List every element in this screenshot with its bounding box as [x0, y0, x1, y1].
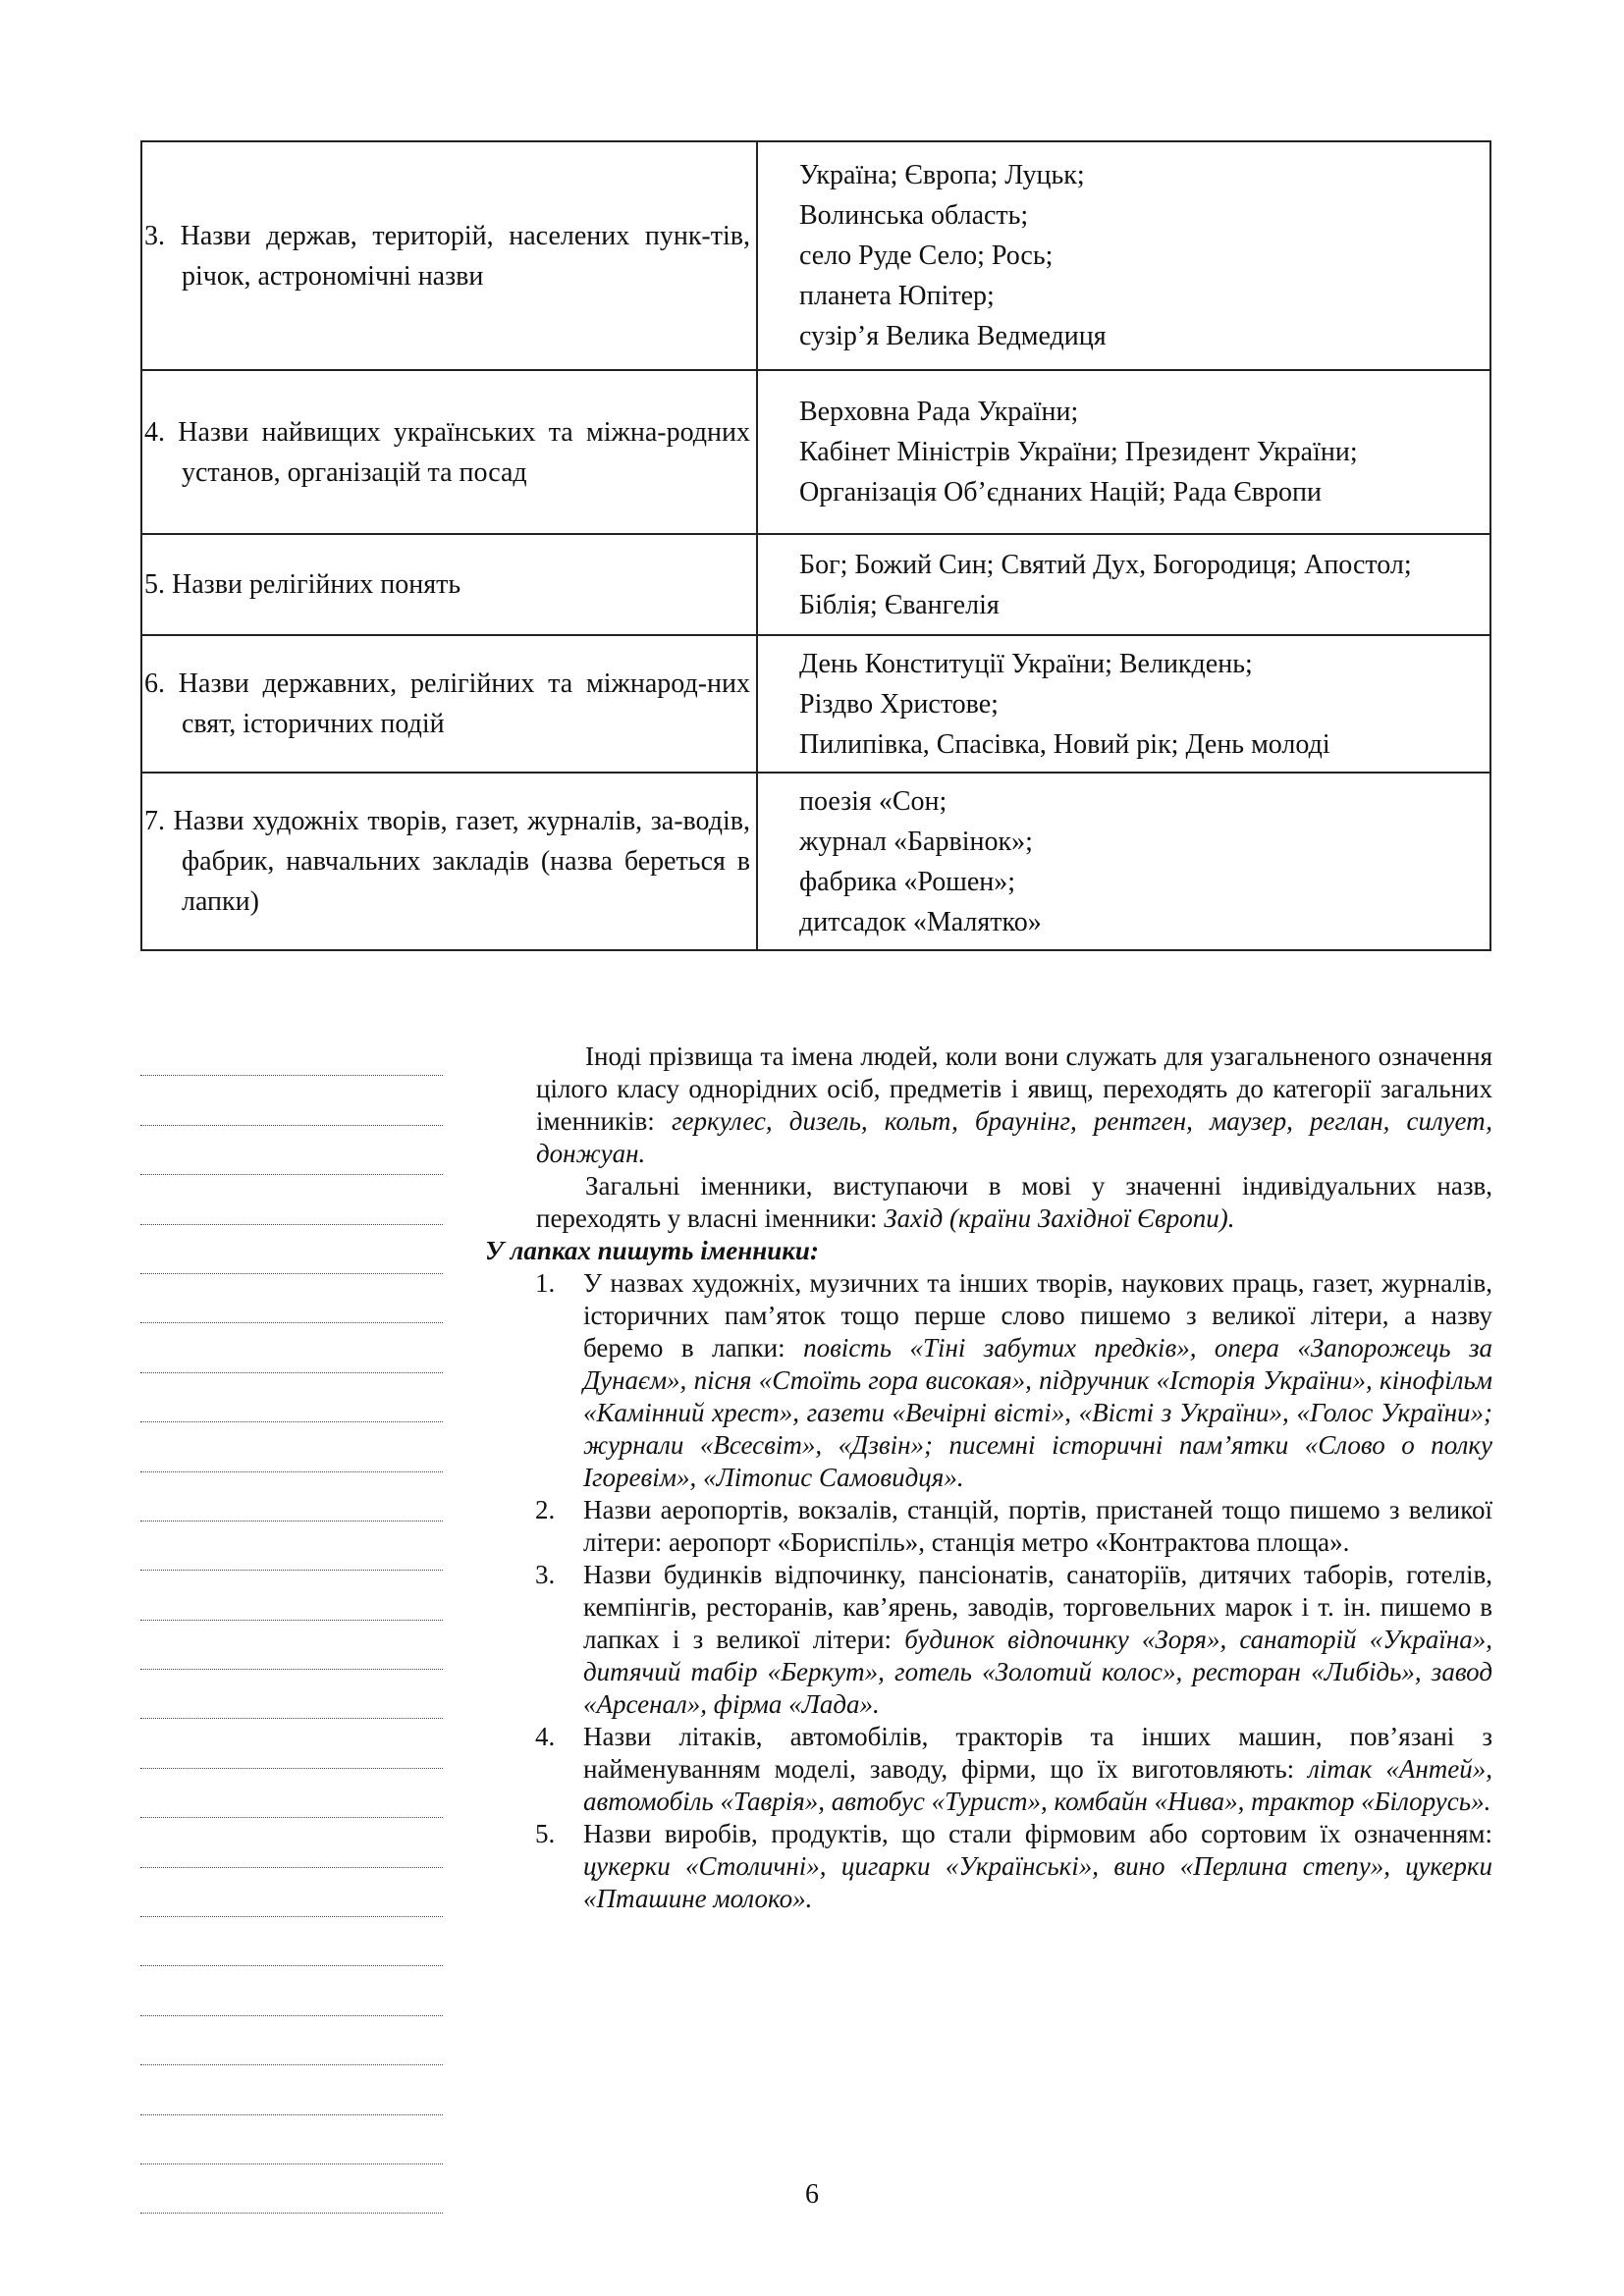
list-item: 5. Назви виробів, продуктів, що стали фірмовим або сортовим їх означенням: цукерки «Столичні», цигарки «Українські», вино «Перлина степу», цукерки «Пташине молоко». — [535, 1819, 1492, 1913]
note-line[interactable] — [140, 1719, 443, 1768]
note-line[interactable] — [140, 1621, 443, 1670]
rule-cell: 7. Назви художніх творів, газет, журналів, за-водів, фабрик, навчальних закладів (назва береться в лапки) — [141, 773, 757, 950]
note-line[interactable] — [140, 1274, 443, 1323]
body-text — [485, 1041, 1492, 1915]
paragraph: Іноді прізвища та імена людей, коли вони служать для узагальненого означення цілого класу однорідних осіб, предметів і явищ, переходять до категорії загальних іменників: геркулес, дизель, кольт, браунінг, рентген, маузер, реглан, силует, донжуан. — [536, 1041, 1492, 1168]
rule-cell: 3. Назви держав, територій, населених пунк-тів, річок, астрономічні назви — [141, 141, 757, 370]
list-item: 1. У назвах художніх, музичних та інших творів, наукових праць, газет, журналів, історичних пам’яток тощо перше слово пишемо з великої літери, а назву беремо в лапки: повість «Тіні забутих предків», опера «Запорожець за Дунаєм», пісня «Стоїть гора високая», підручник «Історія України», кінофільм «Камінний хрест», газети «Вечірні вісті», «Вісті з України», «Голос України»; журнали «Всесвіт», «Дзвін»; писемні історичні пам’ятки «Слово о полку Ігоревім», «Літопис Самовидця». — [535, 1268, 1492, 1492]
note-line[interactable] — [140, 1818, 443, 1867]
example-line: Організація Об’єднаних Націй; Рада Європи — [799, 477, 1322, 507]
note-line[interactable] — [140, 1917, 443, 1966]
note-line[interactable] — [140, 1571, 443, 1620]
note-line[interactable] — [140, 1175, 443, 1224]
section-heading: У лапках пишуть іменники: — [485, 1236, 819, 1265]
note-line[interactable] — [140, 1076, 443, 1125]
table-row — [141, 141, 1490, 370]
notes-lines — [140, 1027, 443, 2214]
example-line: Пилипівка, Спасівка, Новий рік; День молоді — [799, 728, 1330, 760]
rule-cell: 4. Назви найвищих українських та міжна-родних установ, організацій та посад — [141, 370, 757, 534]
note-line[interactable] — [140, 1323, 443, 1372]
example-line: Волинська область; — [799, 200, 1029, 231]
example-line: Різдво Христове; — [799, 688, 999, 720]
note-line[interactable] — [140, 1966, 443, 2015]
examples-cell — [757, 141, 1490, 370]
example-line: Біблія; Євангелія — [799, 589, 1000, 620]
example-line: село Руде Село; Рось; — [799, 240, 1054, 271]
note-line[interactable] — [140, 1670, 443, 1719]
table-row — [141, 370, 1490, 534]
note-line[interactable] — [140, 1769, 443, 1818]
note-line[interactable] — [140, 1373, 443, 1422]
example-line: дитсадок «Малятко» — [799, 906, 1042, 937]
example-line: Верховна Рада України; — [799, 397, 1079, 427]
rule-cell: 5. Назви релігійних понять — [141, 534, 757, 635]
examples-cell — [757, 370, 1490, 534]
capitalization-table — [140, 140, 1491, 951]
examples-cell — [757, 635, 1490, 773]
table-row — [141, 635, 1490, 773]
note-line[interactable] — [140, 1868, 443, 1917]
page-number: 6 — [805, 2179, 819, 2210]
note-line[interactable] — [140, 1522, 443, 1571]
example-line: фабрика «Рошен»; — [799, 866, 1016, 897]
example-line: журнал «Барвінок»; — [799, 826, 1033, 857]
table-row — [141, 534, 1490, 635]
note-line[interactable] — [140, 2016, 443, 2065]
table-row — [141, 773, 1490, 950]
rule-cell: 6. Назви державних, релігійних та міжнарод-них свят, історичних подій — [141, 635, 757, 773]
list-item: 2. Назви аеропортів, вокзалів, станцій, портів, пристаней тощо пишемо з великої літери: аеропорт «Бориспіль», станція метро «Контрактова площа». — [535, 1495, 1492, 1557]
examples-cell — [757, 773, 1490, 950]
rules-list — [485, 1267, 1492, 1915]
example-line: Бог; Божий Син; Святий Дух, Богородиця; Апостол; — [799, 549, 1412, 580]
example-line: поезія «Сон; — [799, 785, 947, 817]
note-line[interactable] — [140, 1225, 443, 1274]
note-line[interactable] — [140, 1126, 443, 1175]
list-item: 3. Назви будинків відпочинку, пансіонатів, санаторіїв, дитячих таборів, готелів, кемпінгів, ресторанів, кав’ярень, заводів, торговельних марок і т. ін. пишемо в лапках і з великої літери: будинок відпочинку «Зоря», санаторій «Україна», дитячий табір «Беркут», готель «Золотий колос», ресторан «Либідь», завод «Арсенал», фірма «Лада». — [535, 1560, 1492, 1719]
example-line: Кабінет Міністрів України; Президент України; — [799, 437, 1358, 467]
note-line[interactable] — [140, 1027, 443, 1076]
note-line[interactable] — [140, 2065, 443, 2114]
list-item: 4. Назви літаків, автомобілів, тракторів та інших машин, пов’язані з найменуванням моделі, заводу, фірми, що їх виготовляють: літак «Антей», автомобіль «Таврія», автобус «Турист», комбайн «Нива», трактор «Білорусь». — [535, 1722, 1492, 1816]
example-line: планета Юпітер; — [799, 281, 995, 311]
example-line: сузір’я Велика Ведмедиця — [799, 321, 1107, 351]
note-line[interactable] — [140, 1472, 443, 1522]
example-line: День Конституції України; Великдень; — [799, 648, 1253, 679]
examples-cell — [757, 534, 1490, 635]
note-line[interactable] — [140, 1422, 443, 1471]
paragraph: Загальні іменники, виступаючи в мові у значенні індивідуальних назв, переходять у власні іменники: Захід (країни Західної Європи). — [536, 1171, 1492, 1233]
example-line: Україна; Європа; Луцьк; — [799, 160, 1085, 190]
note-line[interactable] — [140, 2115, 443, 2164]
